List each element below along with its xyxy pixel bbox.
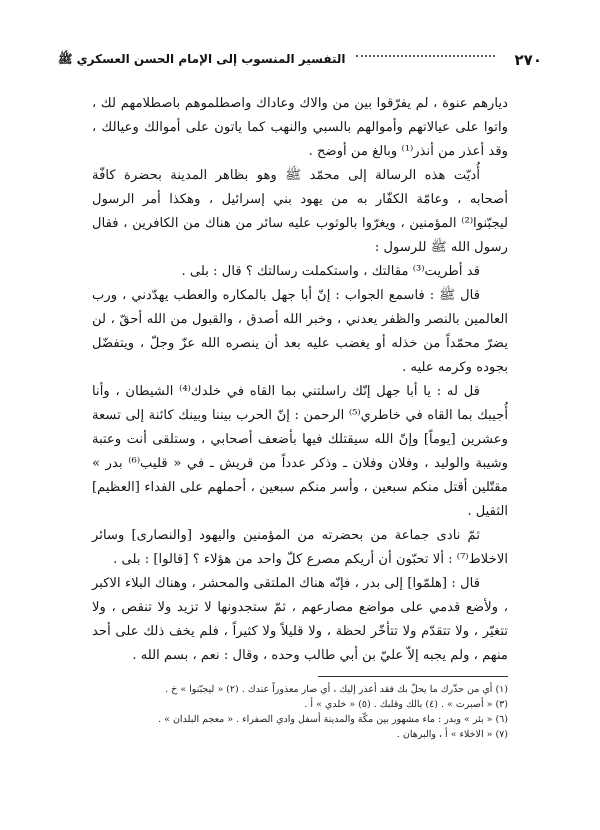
page-header bbox=[58, 50, 542, 70]
footnotes bbox=[92, 682, 508, 742]
header-dotted-leader bbox=[356, 55, 495, 65]
paragraph: أُديّت هذه الرسالة إلى محمّد ﷺ وهو بظاهر المدينة بحضرة كافّة أصحابه ، وعامّة الكفّار به من يهود بني إسرائيل ، وهكذا أمر الرسول ليجبّنوا⁽²⁾ المؤمنين ، ويغرّوا بالوثوب عليه سائر من هناك من الكافرين ، فقال رسول الله ﷺ للرسول : bbox=[92, 168, 508, 255]
paragraph: قال ﷺ : فاسمع الجواب : إنّ أبا جهل بالمكاره والعطب يهدّدني ، ورب العالمين بالنصر والظفر يعدني ، وخبر الله أصدق ، والقبول من الله أحقّ ، لن يضرّ محمّداً من خذله أو يغضب عليه بعد أن ينصره الله عزّ وجلّ ، ويتفضّل بجوده وكرمه عليه . bbox=[92, 288, 508, 375]
paragraph: قد أطريت⁽³⁾ مقالتك ، واستكملت رسالتك ؟ قال : بلى . bbox=[181, 264, 480, 279]
footnote-separator bbox=[318, 676, 508, 677]
footnote-line: (١) أي من حذّرك ما يحلّ بك فقد أعذر إليك ، أي صار معذوراً عندك . (٢) « ليجبّنوا » خ . bbox=[165, 684, 508, 695]
running-title: التفسير المنسوب إلى الإمام الحسن العسكري ﷺ bbox=[58, 51, 346, 66]
paragraph: ديارهم عنوة ، لم يفرّقوا بين من والاك وعاداك واصطلموهم باصطلامهم لك ، واتوا على عيالاتهم وأموالهم بالسبي والنهب كما ياتون على أموالك وعيالك ، وقد أعذر من أنذر⁽¹⁾ وبالغ من أوضح . bbox=[92, 96, 508, 159]
footnote-line: (٣) « أصبرت » . (٤) بالك وقلبك . (٥) « خلدي » أ . bbox=[304, 699, 508, 710]
footnote-line: (٧) « الاخلاء » أ ، والبرهان . bbox=[396, 729, 508, 740]
paragraph: قل له : يا أبا جهل إنّك راسلتني بما القاه في خلدك⁽⁴⁾ الشيطان ، وأنا أُجيبك بما القاه في خاطري⁽⁵⁾ الرحمن : إنّ الحرب بيننا وبينك كائنة إلى تسعة وعشرين [يوماً] وإنّ الله سيقتلك فيها بأضعف أصحابي ، وستلقى أنت وعتبة وشيبة والوليد ، وفلان وفلان ـ وذكر عدداً من قريش ـ في « قليب⁽⁶⁾ بدر » مقتّلين أقتل منكم سبعين ، وأسر منكم سبعين ، أحملهم على الفداء [العظيم] الثقيل . bbox=[92, 384, 509, 519]
paragraph: قال : [هلمّوا] إلى بدر ، فإنّه هناك الملتقى والمحشر ، وهناك البلاء الاكبر ، ولأضع قدمي على مواضع مصارعهم ، ثمّ ستجدونها لا تزيد ولا تنقص ، ولا تتغيّر ، ولا تتقدّم ولا تتأخّر لحظة ، ولا قليلاً ولا كثيراً ، فلم يخف ذلك على أحد منهم ، ولم يجبه إلاّ عليّ بن أبي طالب وحده ، وقال : نعم ، بسم الله . bbox=[92, 576, 508, 663]
footnote-line: (٦) « بئر » وبدر : ماء مشهور بين مكّة والمدينة أسفل وادي الصفراء . « معجم البلدان » . bbox=[158, 714, 508, 725]
main-text bbox=[92, 92, 508, 668]
page-number: ٢٧٠ bbox=[514, 51, 542, 69]
paragraph: ثمّ نادى جماعة من بحضرته من المؤمنين واليهود [والنصارى] وسائر الاخلاط⁽⁷⁾ : ألا تحبّون أن أريكم مصرع كلّ واحد من هؤلاء ؟ [قالوا] : بلى . bbox=[92, 528, 508, 567]
